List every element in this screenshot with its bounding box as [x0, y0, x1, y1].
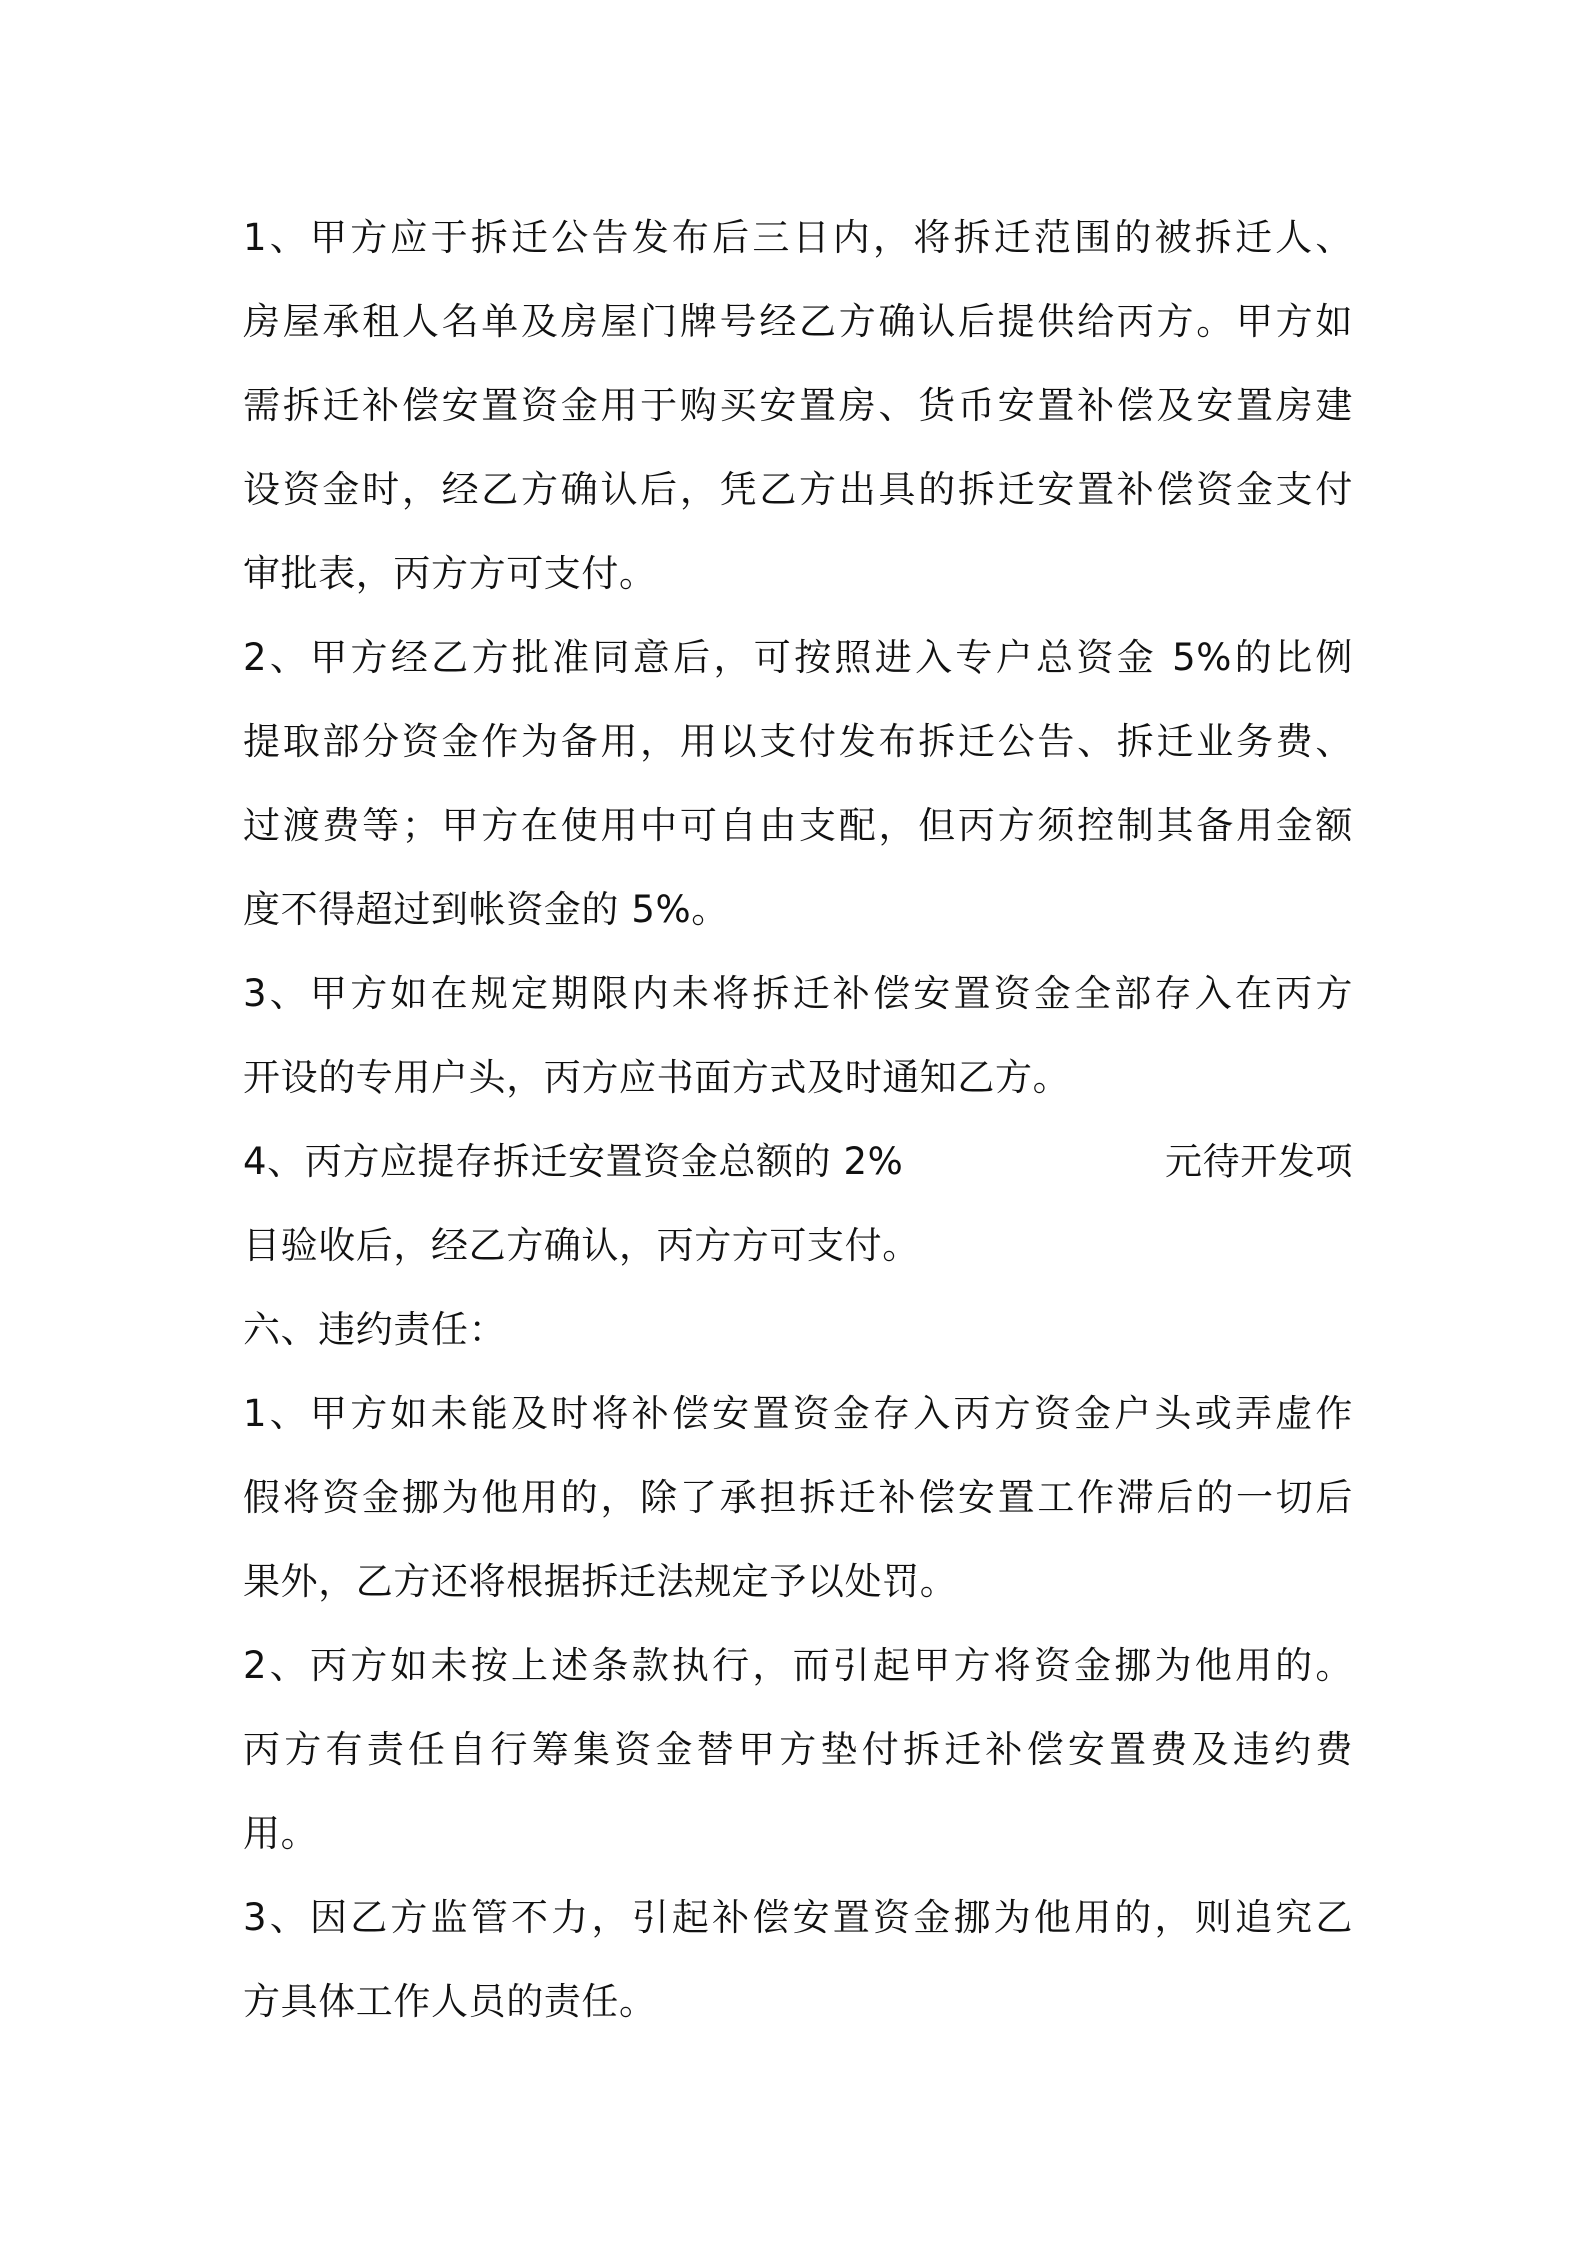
text-line-right: 元待开发项: [1165, 1140, 1353, 1183]
text-line-left: 4、丙方应提存拆迁安置资金总额的 2%: [243, 1140, 904, 1183]
text-line: 2、丙方如未按上述条款执行，而引起甲方将资金挪为他用的。: [243, 1644, 1353, 1687]
text-line: 3、甲方如在规定期限内未将拆迁补偿安置资金全部存入在丙方: [243, 972, 1353, 1015]
text-line: 提取部分资金作为备用，用以支付发布拆迁公告、拆迁业务费、: [243, 720, 1353, 763]
text-line: 目验收后，经乙方确认，丙方方可支付。: [243, 1224, 920, 1267]
text-line: 果外，乙方还将根据拆迁法规定予以处罚。: [243, 1560, 958, 1603]
text-line: 用。: [243, 1812, 319, 1855]
text-line: 方具体工作人员的责任。: [243, 1980, 657, 2023]
section-heading: 六、违约责任：: [243, 1308, 507, 1351]
text-line: 1、甲方如未能及时将补偿安置资金存入丙方资金户头或弄虚作: [243, 1392, 1353, 1435]
text-line: 过渡费等；甲方在使用中可自由支配，但丙方须控制其备用金额: [243, 804, 1353, 847]
document-body: [243, 196, 1353, 2044]
text-line: 3、因乙方监管不力，引起补偿安置资金挪为他用的，则追究乙: [243, 1896, 1353, 1939]
text-line: 2、甲方经乙方批准同意后，可按照进入专户总资金 5%的比例: [243, 636, 1353, 679]
text-line: 丙方有责任自行筹集资金替甲方垫付拆迁补偿安置费及违约费: [243, 1728, 1353, 1771]
text-line-with-blank: [243, 1120, 1353, 1204]
text-line: 需拆迁补偿安置资金用于购买安置房、货币安置补偿及安置房建: [243, 384, 1353, 427]
text-line: 假将资金挪为他用的，除了承担拆迁补偿安置工作滞后的一切后: [243, 1476, 1353, 1519]
text-line: 房屋承租人名单及房屋门牌号经乙方确认后提供给丙方。甲方如: [243, 300, 1353, 343]
text-line: 度不得超过到帐资金的 5%。: [243, 888, 729, 931]
text-line: 开设的专用户头，丙方应书面方式及时通知乙方。: [243, 1056, 1071, 1099]
text-line: 1、甲方应于拆迁公告发布后三日内，将拆迁范围的被拆迁人、: [243, 216, 1353, 259]
text-line: 审批表，丙方方可支付。: [243, 552, 657, 595]
text-line: 设资金时，经乙方确认后，凭乙方出具的拆迁安置补偿资金支付: [243, 468, 1353, 511]
